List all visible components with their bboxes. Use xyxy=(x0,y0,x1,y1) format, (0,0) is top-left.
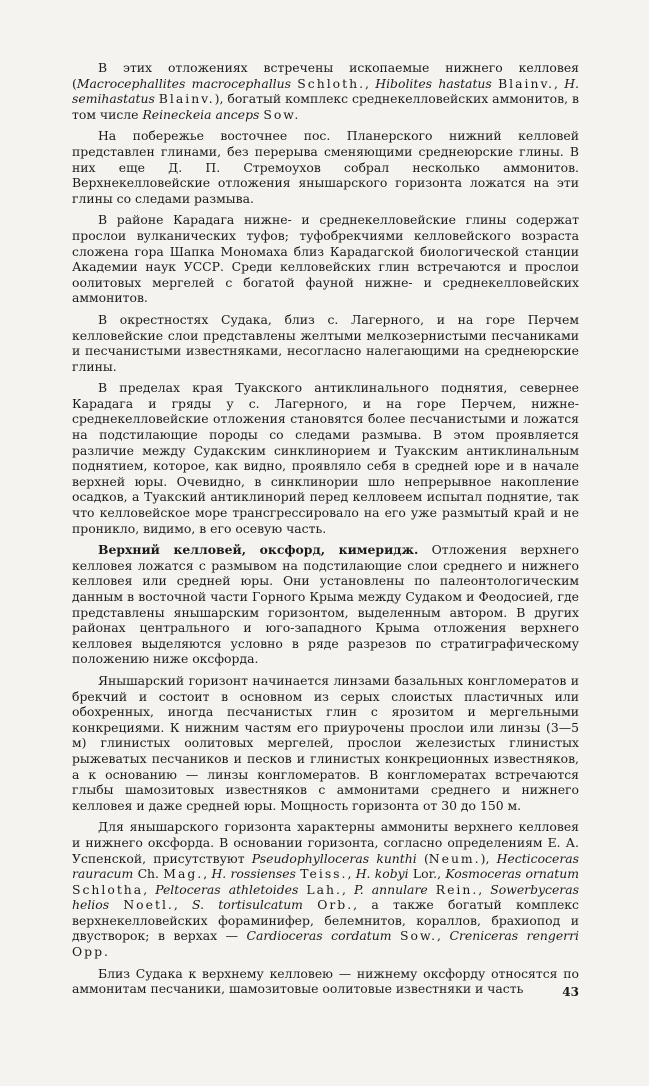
text-run: , xyxy=(365,75,376,91)
text-run: ( xyxy=(416,850,429,866)
paragraph xyxy=(72,542,579,667)
text-run: В районе Карадага нижне- и среднекелловейские глины содержат прослои вулканических туфов; туфобрекчиями келловейского возраста сложена гора Шапка Мономаха близ Карадагской биологической станции Академии наук УССР. Среди келловейских глин встречаются и прослои оолитовых мергелей с богатой фауной нижне- и среднекелловейских аммонитов. xyxy=(72,212,579,306)
text-run: , а также богатый комплекс верхнекелловейских фораминифер, белемнитов, кораллов, брахиопод и двустворок; в верхах — xyxy=(72,897,579,944)
text-run: ), богатый комплекс среднекелловейских аммонитов, в том числе xyxy=(72,91,579,122)
author-name: Blainv. xyxy=(498,75,554,91)
paragraph xyxy=(72,60,579,122)
author-name: Lah. xyxy=(306,881,342,897)
author-name: Sow. xyxy=(400,928,438,944)
body-text xyxy=(72,60,579,997)
taxon-name: Cardioceras cordatum xyxy=(246,928,392,944)
text-run: Для янышарского горизонта характерны аммониты верхнего келловея и нижнего оксфорда. В основании горизонта, согласно определениям Е. А. Успенской, присутствуют xyxy=(72,819,579,866)
paragraph xyxy=(72,966,579,997)
taxon-name: Reineckeia anceps xyxy=(142,106,260,122)
text-run: , xyxy=(143,881,156,897)
text-run xyxy=(391,928,400,943)
text-run: Ch. xyxy=(133,866,164,882)
author-name: Rein. xyxy=(435,881,479,897)
author-name: Teiss. xyxy=(300,866,348,882)
taxon-name: Peltoceras athletoides xyxy=(155,881,299,897)
paragraph xyxy=(72,819,579,959)
taxon-name: Macrocephallites macrocephallus xyxy=(76,75,291,91)
taxon-name: Sowerbyceras helios xyxy=(72,881,579,913)
paragraph xyxy=(72,380,579,536)
author-name: Opp. xyxy=(72,944,110,960)
taxon-name: Hibolites hastatus xyxy=(375,75,492,91)
author-name: Orb. xyxy=(317,897,354,913)
text-run: Отложения верхнего келловея ложатся с размывом на подстилающие слои среднего и нижнего келловея или средней юры. Они установлены по палеонтологическим данным в восточной части Горного Крыма между Судаком и Феодосией, где представлены янышарским горизонтом, выделенным автором. В других районах центрального и юго-западного Крыма отложения верхнего келловея выделяются условно в ряде разрезов по стратиграфическому положению ниже оксфорда. xyxy=(72,542,579,667)
taxon-name: H. semihastatus xyxy=(72,75,579,107)
text-run: ), xyxy=(480,850,497,866)
taxon-name: Kosmoceras ornatum xyxy=(445,866,579,882)
text-run: В окрестностях Судака, близ с. Лагерного, и на горе Перчем келловейские слои представлены желтыми мелкозернистыми песчаниками и песчанистыми известняками, несогласно налегающими на среднеюрские глины. xyxy=(72,311,579,374)
author-name: Neum. xyxy=(428,850,481,866)
text-run: , xyxy=(437,928,450,944)
taxon-name: S. tortisulcatum xyxy=(192,897,303,913)
taxon-name: Creniceras rengerri xyxy=(449,928,579,944)
taxon-name: Pseudophylloceras kunthi xyxy=(251,850,417,866)
text-run: Lor., xyxy=(408,866,446,882)
taxon-name: H. kobyi xyxy=(355,866,409,882)
author-name: Noetl. xyxy=(123,897,174,913)
author-name: Mag. xyxy=(163,866,204,882)
paragraph xyxy=(72,212,579,306)
page-number: 43 xyxy=(562,985,579,999)
text-run: В пределах края Туакского антиклинального поднятия, севернее Карадага и гряды у с. Лагерного, и на горе Перчем, нижне-среднекелловейские отложения становятся более песчанистыми и ложатся на подстилающие породы со следами размыва. В этом проявляется различие между Судакским синклинорием и Туакским антиклинальным поднятием, которое, как видно, проявляло себя в средней юре и в начале верхней юры. Очевидно, в синклинории шло непрерывное накопление осадков, а Туакский антиклинорий перед келловеем испытал поднятие, так что келловейское море трансгрессировало на его уже размытый край и не проникло, видимо, в его осевую часть. xyxy=(72,380,579,536)
section-heading: Верхний келловей, оксфорд, кимеридж. xyxy=(98,542,419,558)
text-run: , xyxy=(553,75,565,91)
text-run: Янышарский горизонт начинается линзами базальных конгломератов и брекчий и состоит в основном из серых слоистых пластичных или обохренных, иногда песчанистых глин с ярозитом и мергельными конкрециями. К нижним частям его приурочены прослои или линзы (3—5 м) глинистых оолитовых мергелей, прослои железистых глинистых рыжеватых песчаников и песков и глинистых конкреционных известняков, а к основанию — линзы конгломератов. В конгломератах встречаются глыбы шамозитовых известняков с аммонитами среднего и нижнего келловея и даже средней юры. Мощность горизонта от 30 до 150 м. xyxy=(72,672,579,813)
text-run: Близ Судака к верхнему келловею — нижнему оксфорду относятся по аммонитам песчаники, шамозитовые оолитовые известняки и часть xyxy=(72,965,579,997)
author-name: Sow. xyxy=(263,106,301,122)
author-name: Blainv. xyxy=(158,91,215,107)
text-run: На побережье восточнее пос. Планерского нижний келловей представлен глинами, без перерыва сменяющими среднеюрские глины. В них еще Д. П. Стремоухов собрал несколько аммонитов. Верхнекелловейские отложения янышарского горизонта ложатся на эти глины со следами размыва. xyxy=(72,128,579,206)
taxon-name: P. annulare xyxy=(353,881,428,897)
text-run: , xyxy=(173,897,193,913)
taxon-name: H. rossienses xyxy=(211,866,296,882)
text-run xyxy=(428,882,436,897)
paragraph xyxy=(72,128,579,206)
author-name: Schlotha xyxy=(72,881,144,897)
text-run xyxy=(303,897,317,912)
taxon-name: Hecticoceras rauracum xyxy=(72,850,579,882)
text-run: , xyxy=(478,881,491,897)
paragraph xyxy=(72,673,579,813)
author-name: Schloth. xyxy=(297,75,366,91)
text-run: , xyxy=(203,866,212,882)
paragraph xyxy=(72,312,579,374)
text-run: , xyxy=(341,881,354,897)
text-run: , xyxy=(347,866,356,882)
text-run: В этих отложениях встречены ископаемые нижнего келловея ( xyxy=(72,60,579,91)
text-run xyxy=(109,897,123,912)
